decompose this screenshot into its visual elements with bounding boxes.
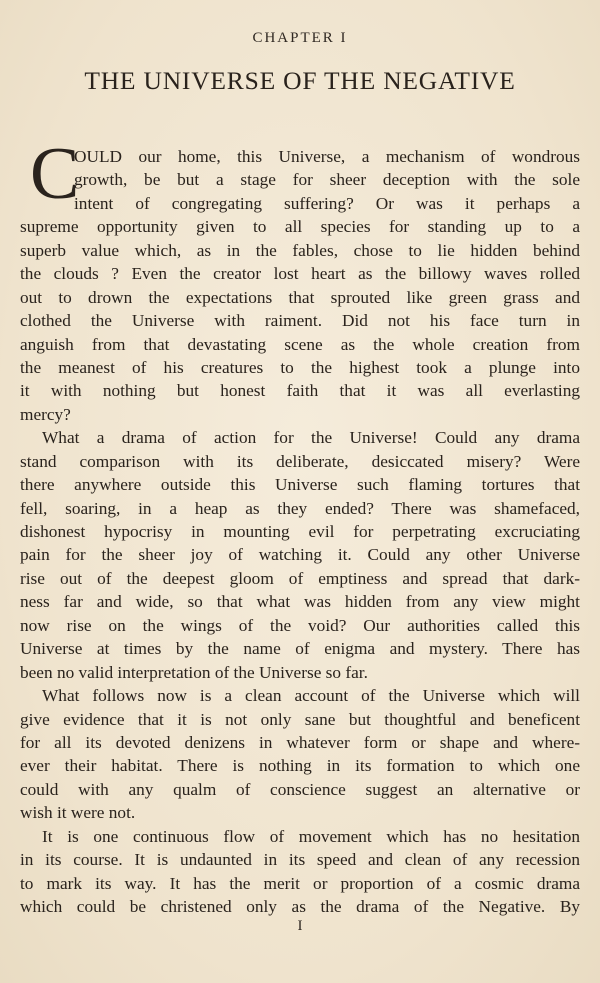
first-word: OULD <box>74 147 122 166</box>
text-line: the meanest of his creatures to the highest took a plunge into <box>20 357 580 377</box>
text-line: dishonest hypocrisy in mounting evil for perpetrating excruciating <box>20 522 580 541</box>
text-line: give evidence that it is not only sane but thoughtful and beneficent <box>20 709 580 729</box>
text-line: rise out of the deepest gloom of emptiness and spread that dark- <box>20 568 580 588</box>
text-line: What a drama of action for the Universe! Could any drama <box>42 428 580 448</box>
text-line: What follows now is a clean account of the Universe which will <box>42 686 580 706</box>
text-line: clothed the Universe with raiment. Did not his face turn in <box>20 311 580 331</box>
text-line: the clouds ? Even the creator lost heart as the billowy waves rolled <box>20 264 580 284</box>
text-line: superb value which, as in the fables, chose to lie hidden behind <box>20 240 580 260</box>
text-line: anguish from that devastating scene as the whole creation from <box>20 334 580 354</box>
body-text <box>20 133 580 918</box>
text-line: intent of congregating suffering? Or was it perhaps a <box>74 193 580 213</box>
text-line: supreme opportunity given to all species for standing up to a <box>20 217 580 237</box>
text-line: there anywhere outside this Universe such flaming tortures that <box>20 475 580 495</box>
text-line: now rise on the wings of the void? Our authorities called this <box>20 615 580 635</box>
text-line: It is one continuous flow of movement which has no hesitation <box>42 826 580 846</box>
text-line: which could be christened only as the drama of the Negative. By <box>20 897 580 916</box>
text-line: stand comparison with its deliberate, desiccated misery? Were <box>20 451 580 471</box>
text-line: it with nothing but honest faith that it was all everlasting <box>20 381 580 401</box>
drop-cap: C <box>30 133 80 215</box>
text-line: out to drown the expectations that sprouted like green grass and <box>20 287 580 307</box>
text-line: ness far and wide, so that what was hidden from any view might <box>20 592 580 612</box>
text-line: for all its devoted denizens in whatever form or shape and where- <box>20 732 580 752</box>
text-line <box>20 145 580 168</box>
page-number: I <box>297 918 303 934</box>
text-line: Universe at times by the name of enigma and mystery. There has <box>20 639 580 659</box>
text-line: pain for the sheer joy of watching it. Could any other Universe <box>20 545 580 565</box>
chapter-title: THE UNIVERSE OF THE NEGATIVE <box>84 66 516 95</box>
text-line: growth, be but a stage for sheer deception with the sole <box>74 170 580 190</box>
chapter-label: CHAPTER I <box>252 30 348 46</box>
text-line: to mark its way. It has the merit or proportion of a cosmic drama <box>20 873 580 893</box>
text-line: been no valid interpretation of the Universe so far. <box>20 662 368 682</box>
text-line: mercy? <box>20 404 71 424</box>
text-line: ever their habitat. There is nothing in its formation to which one <box>20 756 580 776</box>
text-line: fell, soaring, in a heap as they ended? There was shamefaced, <box>20 498 580 518</box>
text-line: wish it were not. <box>20 803 136 823</box>
text-line: in its course. It is undaunted in its speed and clean of any recession <box>20 850 580 870</box>
text-line: could with any qualm of conscience suggest an alternative or <box>20 779 580 799</box>
line-text: our home, this Universe, a mechanism of wondrous <box>122 147 580 166</box>
